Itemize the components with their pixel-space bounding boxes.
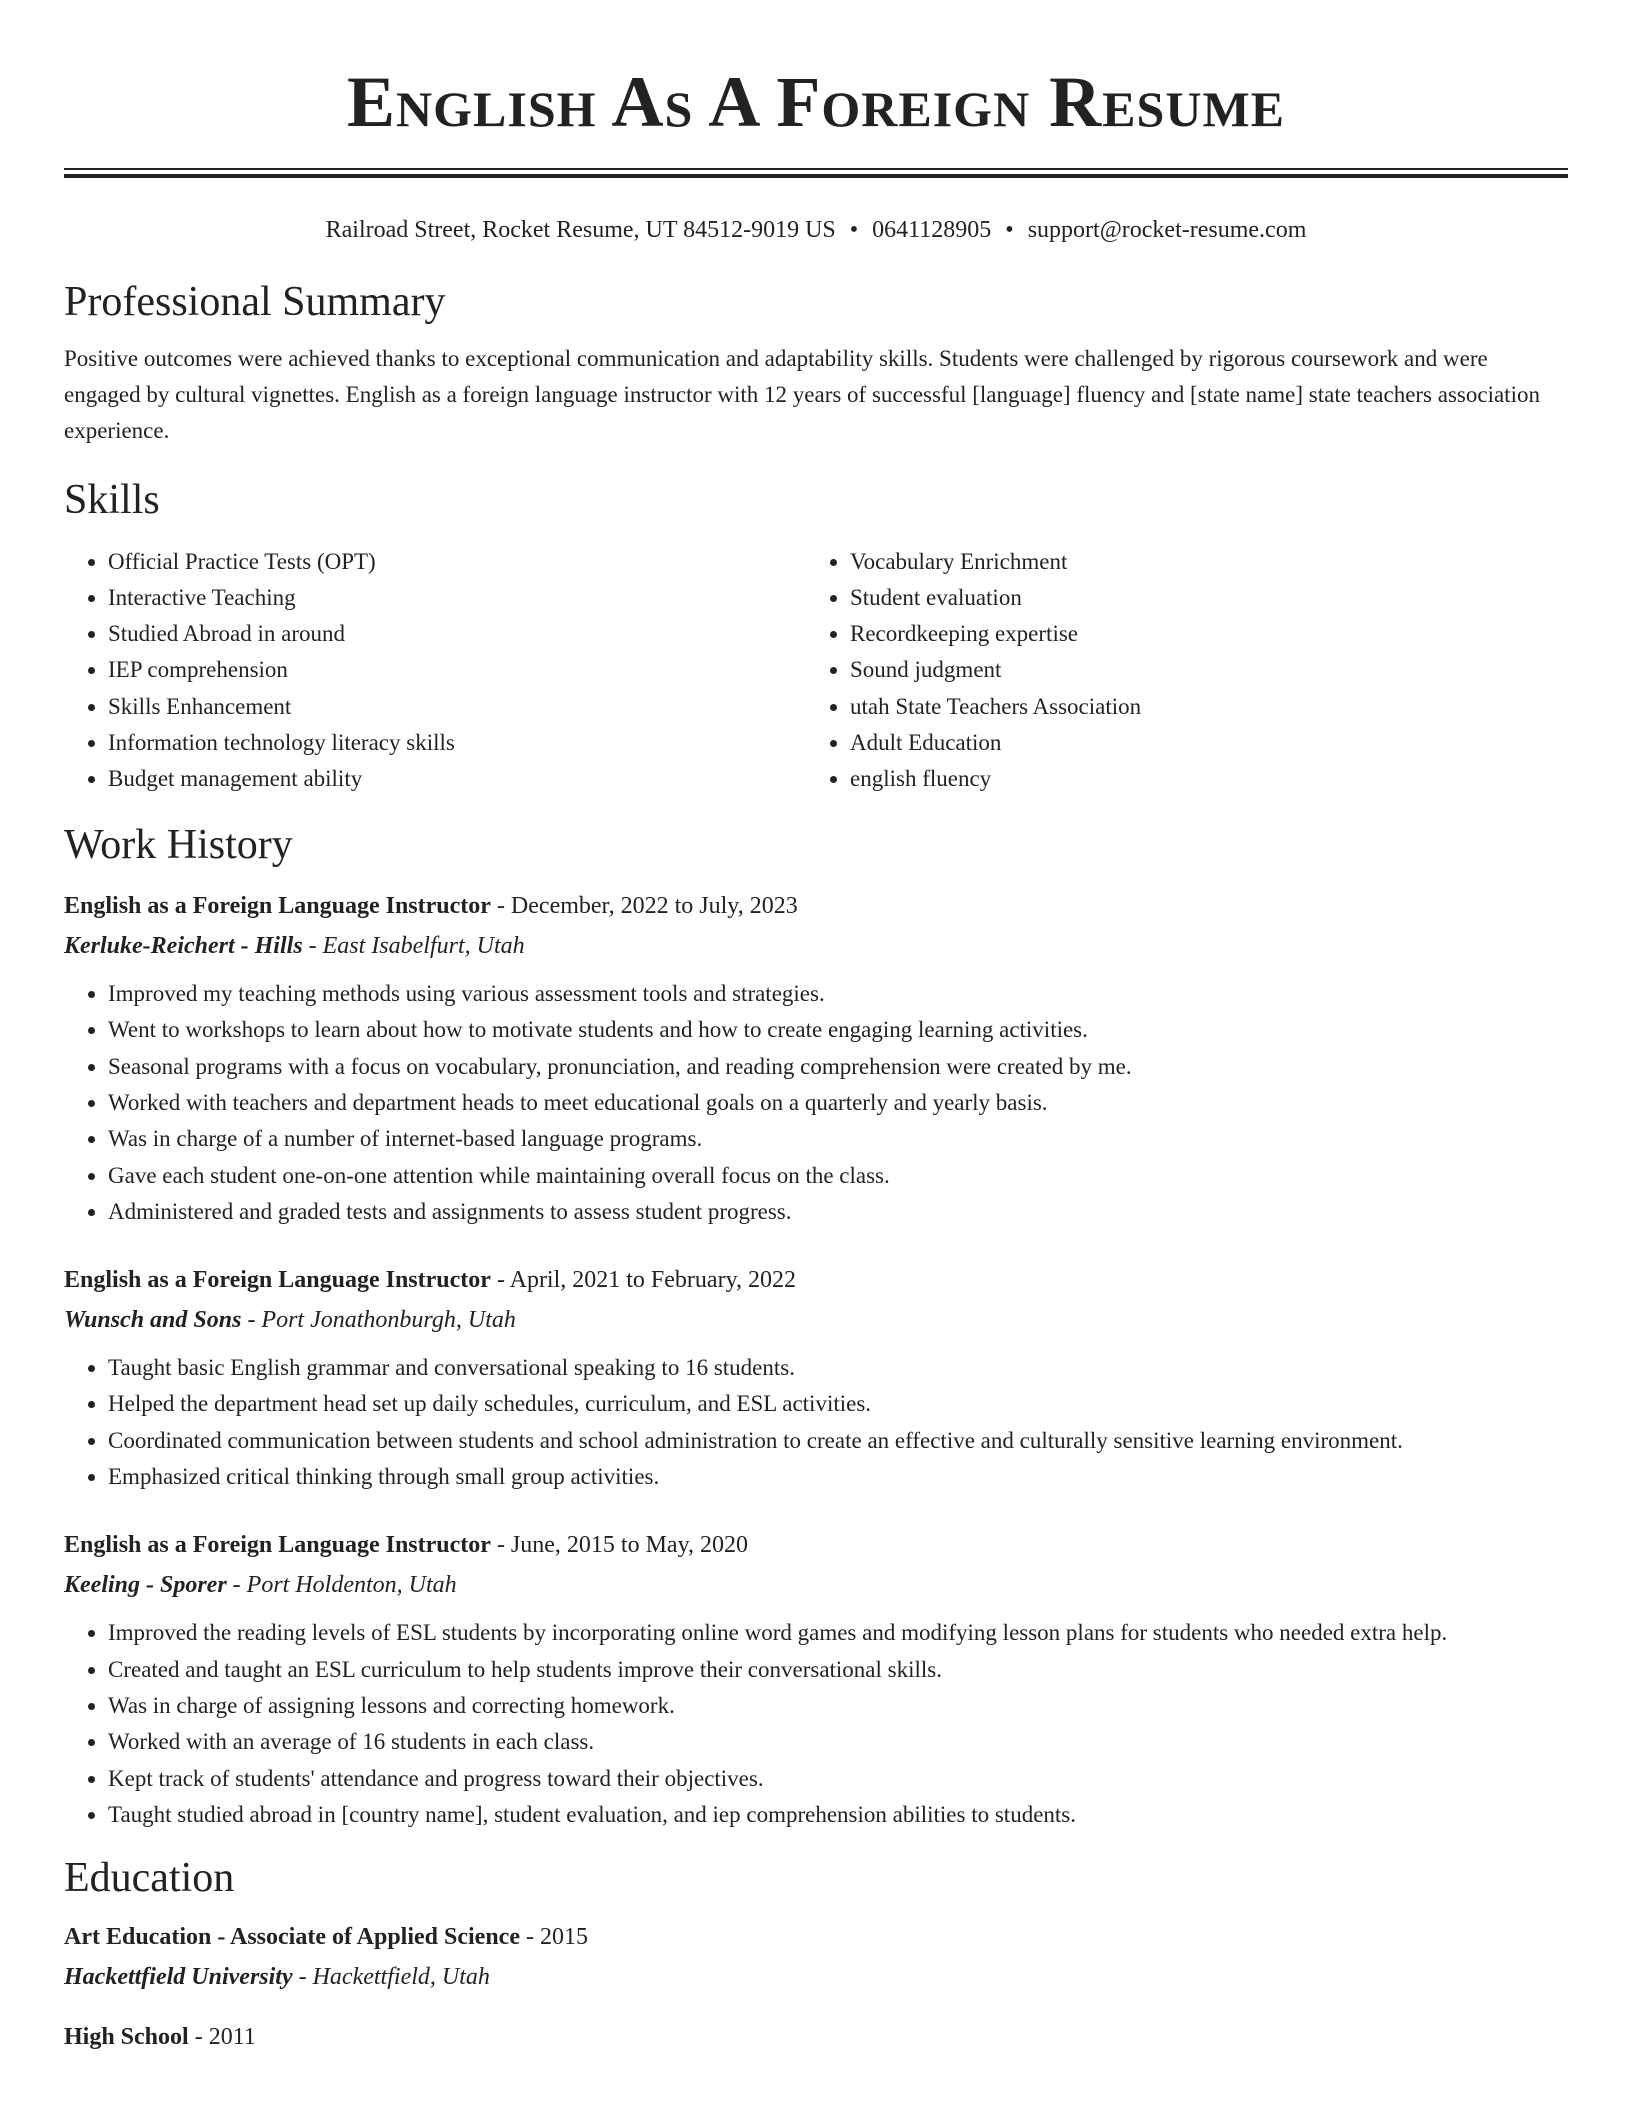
job-bullets bbox=[64, 1350, 1568, 1495]
job-title-line bbox=[64, 1525, 1568, 1565]
job-bullet: • Emphasized critical thinking through small group activities. bbox=[108, 1459, 1568, 1495]
job-title: English as a Foreign Language Instructor bbox=[64, 1267, 491, 1294]
job-bullet: • Administered and graded tests and assignments to assess student progress. bbox=[108, 1194, 1568, 1230]
education-year: - 2015 bbox=[520, 1924, 588, 1951]
education-degree-line bbox=[64, 2017, 1568, 2057]
job-bullet: • Taught basic English grammar and conversational speaking to 16 students. bbox=[108, 1350, 1568, 1386]
education-entry bbox=[64, 1917, 1568, 1997]
job-entry bbox=[64, 1525, 1568, 1833]
job-company-line bbox=[64, 1300, 1568, 1340]
contact-separator: • bbox=[1005, 217, 1014, 243]
contact-phone: 0641128905 bbox=[872, 217, 992, 243]
education-location: - Hackettfield, Utah bbox=[292, 1964, 490, 1991]
skill-item: • Official Practice Tests (OPT) bbox=[108, 544, 806, 580]
contact-separator: • bbox=[849, 217, 859, 243]
job-bullet: • Created and taught an ESL curriculum to help students improve their conversational skills. bbox=[108, 1652, 1568, 1688]
job-bullet: • Taught studied abroad in [country name], student evaluation, and iep comprehension abilities to students. bbox=[108, 1797, 1568, 1833]
job-location: - East Isabelfurt, Utah bbox=[302, 933, 525, 960]
skill-item: • Recordkeeping expertise bbox=[850, 616, 1548, 652]
job-location: - Port Holdenton, Utah bbox=[226, 1572, 457, 1599]
job-title: English as a Foreign Language Instructor bbox=[64, 893, 491, 920]
skill-item: • IEP comprehension bbox=[108, 652, 806, 688]
skills-columns bbox=[64, 544, 1568, 798]
education-school: Hackettfield University bbox=[64, 1964, 293, 1991]
contact-email: support@rocket-resume.com bbox=[1027, 217, 1307, 243]
job-bullet: • Seasonal programs with a focus on vocabulary, pronunciation, and reading comprehension were created by me. bbox=[108, 1049, 1568, 1085]
title-double-rule bbox=[64, 168, 1568, 178]
job-title: English as a Foreign Language Instructor bbox=[64, 1532, 491, 1559]
skill-item: • Adult Education bbox=[850, 725, 1548, 761]
job-bullet: • Worked with an average of 16 students in each class. bbox=[108, 1724, 1568, 1760]
section-heading-summary: Professional Summary bbox=[64, 278, 446, 325]
skill-item: • utah State Teachers Association bbox=[850, 689, 1548, 725]
job-bullet: • Was in charge of assigning lessons and correcting homework. bbox=[108, 1688, 1568, 1724]
job-bullets bbox=[64, 976, 1568, 1230]
skills-list-left bbox=[64, 544, 806, 798]
job-dates: - April, 2021 to February, 2022 bbox=[490, 1267, 797, 1294]
skill-item: • Information technology literacy skills bbox=[108, 725, 806, 761]
education-entry bbox=[64, 2017, 1568, 2057]
job-bullet: • Helped the department head set up daily schedules, curriculum, and ESL activities. bbox=[108, 1386, 1568, 1422]
job-bullet: • Improved the reading levels of ESL students by incorporating online word games and modifying lesson plans for students who needed extra help. bbox=[108, 1615, 1568, 1651]
job-dates: - December, 2022 to July, 2023 bbox=[490, 893, 798, 920]
job-bullet: • Kept track of students' attendance and progress toward their objectives. bbox=[108, 1761, 1568, 1797]
contact-address: Railroad Street, Rocket Resume, UT 84512-9019 US bbox=[325, 217, 836, 243]
skill-item: • Interactive Teaching bbox=[108, 580, 806, 616]
job-entry bbox=[64, 886, 1568, 1230]
education-school-line bbox=[64, 1957, 1568, 1997]
job-bullets bbox=[64, 1615, 1568, 1833]
contact-line bbox=[64, 216, 1568, 245]
resume-title: English As A Foreign Resume bbox=[346, 62, 1285, 142]
skill-item: • Skills Enhancement bbox=[108, 689, 806, 725]
job-bullet: • Improved my teaching methods using various assessment tools and strategies. bbox=[108, 976, 1568, 1012]
job-bullet: • Was in charge of a number of internet-based language programs. bbox=[108, 1121, 1568, 1157]
section-heading-education: Education bbox=[64, 1855, 235, 1902]
job-bullet: • Gave each student one-on-one attention while maintaining overall focus on the class. bbox=[108, 1158, 1568, 1194]
skill-item: • Studied Abroad in around bbox=[108, 616, 806, 652]
job-dates: - June, 2015 to May, 2020 bbox=[490, 1532, 749, 1559]
summary-text: Positive outcomes were achieved thanks to exceptional communication and adaptability skills. Students were challenged by rigorous coursework and were engaged by cultural vignettes. English as a foreign language instructor with 12 years of successful [language] fluency and [state name] state teachers association experience. bbox=[64, 346, 1540, 444]
skill-item: • english fluency bbox=[850, 761, 1548, 797]
job-bullet: • Coordinated communication between students and school administration to create an effective and culturally sensitive learning environment. bbox=[108, 1423, 1568, 1459]
education-degree-line bbox=[64, 1917, 1568, 1957]
education-degree: Art Education - Associate of Applied Science bbox=[64, 1924, 520, 1951]
skills-list-right bbox=[806, 544, 1548, 798]
skill-item: • Vocabulary Enrichment bbox=[850, 544, 1548, 580]
job-title-line bbox=[64, 886, 1568, 926]
job-entry bbox=[64, 1260, 1568, 1495]
job-company: Keeling - Sporer bbox=[64, 1572, 227, 1599]
section-heading-skills: Skills bbox=[64, 477, 160, 524]
skill-item: • Budget management ability bbox=[108, 761, 806, 797]
job-company-line bbox=[64, 926, 1568, 966]
education-degree: High School bbox=[64, 2024, 189, 2051]
job-company: Kerluke-Reichert - Hills bbox=[64, 933, 303, 960]
skill-item: • Sound judgment bbox=[850, 652, 1548, 688]
education-year: - 2011 bbox=[188, 2024, 256, 2051]
section-heading-work-history: Work History bbox=[64, 821, 293, 868]
job-title-line bbox=[64, 1260, 1568, 1300]
job-bullet: • Worked with teachers and department heads to meet educational goals on a quarterly and yearly basis. bbox=[108, 1085, 1568, 1121]
job-bullet: • Went to workshops to learn about how to motivate students and how to create engaging learning activities. bbox=[108, 1012, 1568, 1048]
job-company: Wunsch and Sons bbox=[64, 1307, 242, 1334]
job-location: - Port Jonathonburgh, Utah bbox=[241, 1307, 516, 1334]
skill-item: • Student evaluation bbox=[850, 580, 1548, 616]
job-company-line bbox=[64, 1565, 1568, 1605]
